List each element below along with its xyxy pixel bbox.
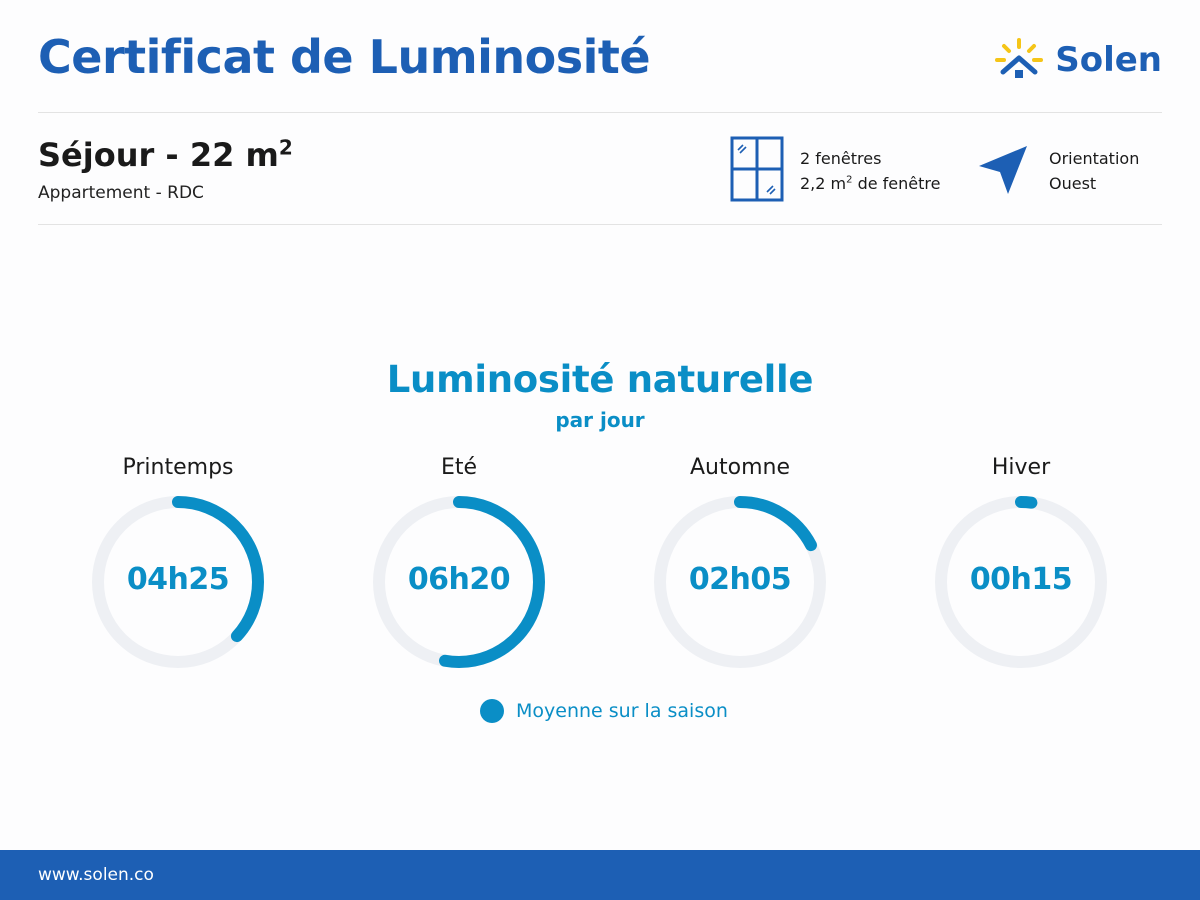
info-divider: [38, 224, 1162, 225]
legend-dot: [480, 699, 504, 723]
brand-logo[interactable]: [993, 30, 1162, 90]
season-gauge: [931, 492, 1111, 672]
page-title: Certificat de Luminosité: [38, 30, 651, 84]
window-area: 2,2 $m^2$ de fenêtre: [800, 174, 941, 193]
season-value: 00h15: [969, 562, 1073, 597]
room-subtitle: Appartement - RDC: [38, 183, 204, 203]
footer: [0, 850, 1200, 900]
legend-label: Moyenne sur la saison: [516, 700, 728, 722]
season-gauge: [369, 492, 549, 672]
windows-info: [800, 146, 940, 196]
season-automne: [650, 452, 830, 672]
direction-arrow-icon: [975, 142, 1031, 198]
section-subtitle: par jour: [555, 408, 645, 432]
orientation-info: [1049, 146, 1139, 196]
season-label: Automne: [690, 455, 790, 480]
window-icon: [730, 136, 784, 202]
orientation-label: Orientation: [1049, 149, 1140, 168]
orientation-value: Ouest: [1049, 174, 1097, 193]
season-hiver: [931, 452, 1111, 672]
season-printemps: [88, 452, 268, 672]
season-gauge: [650, 492, 830, 672]
season-label: Eté: [440, 455, 478, 480]
header-divider: [38, 112, 1162, 113]
season-label: Hiver: [991, 455, 1051, 480]
window-count: 2 fenêtres: [800, 149, 882, 168]
season-label: Printemps: [122, 455, 234, 480]
season-gauge: [88, 492, 268, 672]
solen-logo-icon: [993, 36, 1045, 84]
season-value: 06h20: [407, 562, 511, 597]
legend: [480, 698, 728, 724]
room-title: Séjour - 22 $m^2$: [38, 135, 293, 174]
footer-link[interactable]: www.solen.co: [38, 865, 154, 885]
season-eté: [369, 452, 549, 672]
season-value: 04h25: [126, 562, 230, 597]
brand-name: Solen: [1055, 40, 1162, 80]
season-value: 02h05: [688, 562, 792, 597]
room-area-exponent: 2: [278, 135, 293, 160]
section-title: Luminosité naturelle: [386, 358, 814, 401]
